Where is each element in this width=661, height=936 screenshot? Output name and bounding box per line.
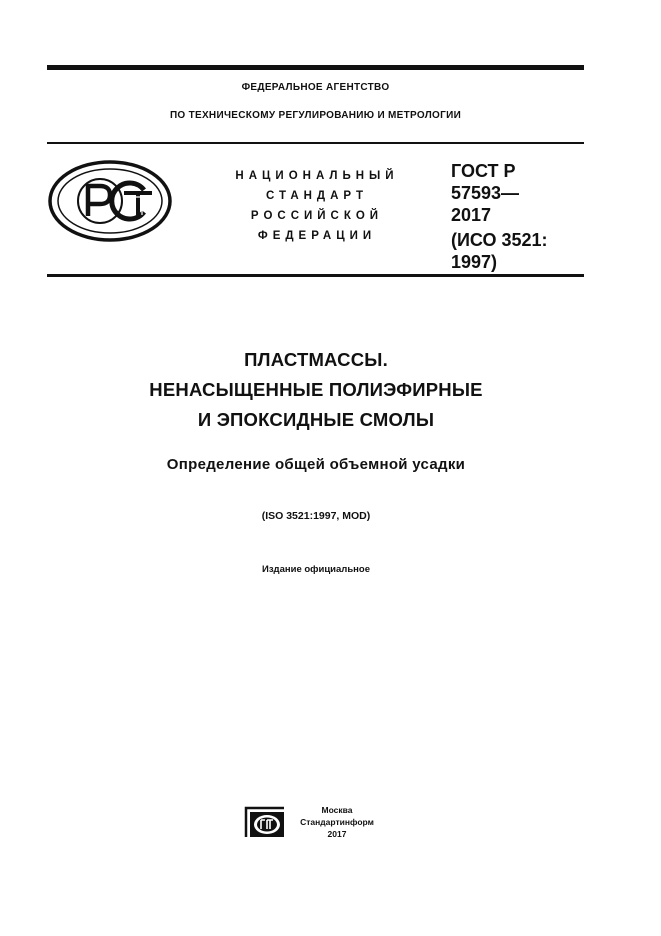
document-title (40, 345, 592, 435)
gost-designation-line-4: (ИСО 3521: (451, 230, 548, 250)
gost-designation-line-2: 57593— (451, 183, 520, 203)
title-line-3: И ЭПОКСИДНЫЕ СМОЛЫ (197, 409, 435, 430)
title-line-2: НЕНАСЫЩЕННЫЕ ПОЛИЭФИРНЫЕ (149, 379, 483, 400)
publisher-name: Стандартинформ (300, 817, 374, 827)
publisher-city: Москва (321, 805, 353, 815)
agency-line-2: ПО ТЕХНИЧЕСКОМУ РЕГУЛИРОВАНИЮ И МЕТРОЛОГИИ (169, 110, 462, 121)
national-line-2: СТАНДАРТ (266, 190, 368, 202)
header-divider (47, 142, 584, 144)
national-line-4: ФЕДЕРАЦИИ (257, 230, 377, 242)
national-line-3: РОССИЙСКОЙ (250, 210, 384, 222)
iso-reference: (ISO 3521:1997, MOD) (261, 510, 371, 522)
rst-certification-logo-icon (48, 160, 172, 242)
top-rule (47, 65, 584, 70)
gost-designation-line-5: 1997) (451, 252, 498, 272)
title-line-1: ПЛАСТМАССЫ. (244, 349, 388, 370)
gost-designation-line-1: ГОСТ Р (451, 161, 516, 181)
standartinform-logo-icon (244, 805, 286, 838)
national-line-1: НАЦИОНАЛЬНЫЙ (235, 170, 399, 182)
edition-note: Издание официальное (262, 564, 370, 575)
gost-designation-line-3: 2017 (451, 205, 492, 225)
publisher-year: 2017 (327, 829, 347, 839)
standard-block-divider (47, 274, 584, 277)
agency-line-1: ФЕДЕРАЛЬНОЕ АГЕНТСТВО (241, 82, 390, 93)
document-subtitle: Определение общей объемной усадки (166, 456, 466, 473)
